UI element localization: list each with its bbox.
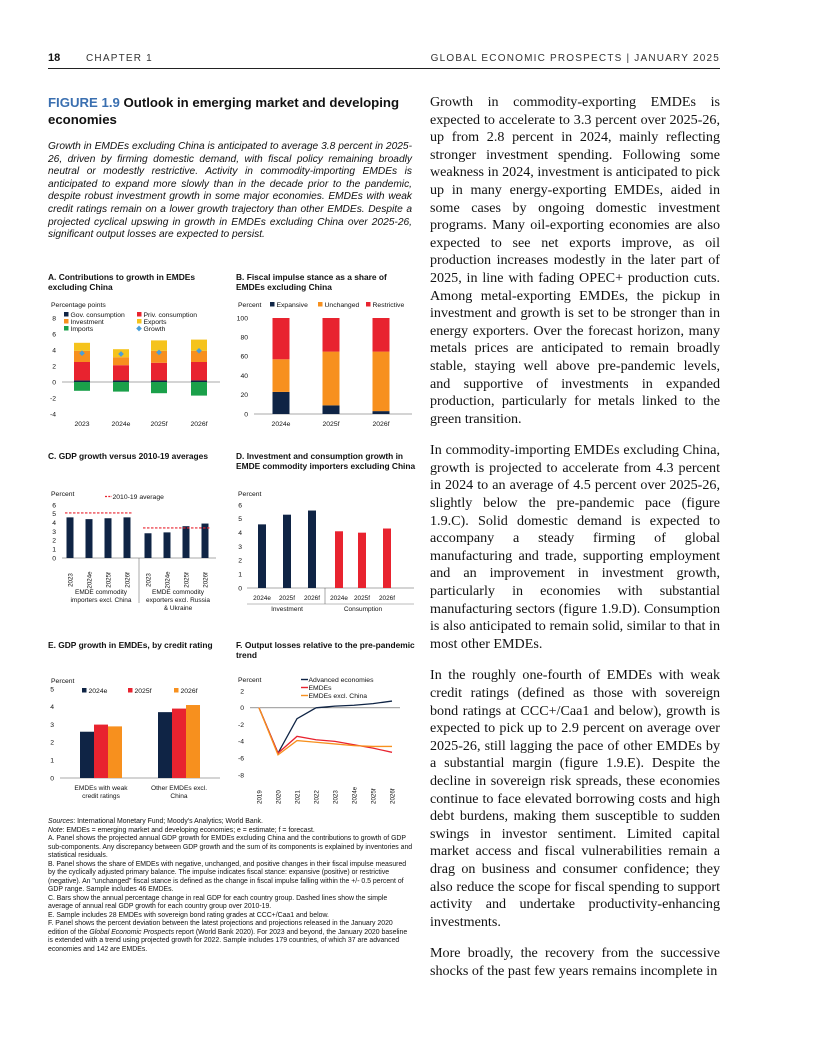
bar [335, 531, 343, 588]
y-tick-label: 5 [238, 516, 242, 524]
x-tick-label: 2019 [256, 790, 264, 804]
y-tick-label: 0 [52, 555, 56, 563]
body-paragraph: In the roughly one-fourth of EMDEs with weak credit ratings (defined as those with sovereign bond ratings at CCC+/Caa1 and below), growth is expected to pick up to 2.9 percent on average over 2025-26, still lagging the pace of other EMDEs by a substantial margin (figure 1.9.E). Despite the decline in sovereign risk spreads, these economies continue to face elevated borrowing costs and high debt burdens, making them susceptible to sudden swings in investor sentiment. Limited capital market access and fiscal vulnerabilities remain a drag on business and consumer confidence; they also reduce the scope for fiscal spending to support activity and undertake productivity-enhancing investments. [430, 667, 720, 930]
y-tick-label: -2 [49, 395, 56, 403]
bar-segment [113, 382, 129, 392]
x-tick-label: 2023 [145, 573, 153, 587]
legend-swatch [137, 319, 142, 324]
bar-segment [151, 382, 167, 393]
y-tick-label: 1 [52, 546, 56, 554]
x-tick-label: 2024e [271, 421, 291, 428]
legend-label: Advanced economies [308, 677, 374, 684]
figure-title [48, 94, 418, 128]
legend-swatch [174, 688, 179, 693]
panel-d-title: D. Investment and consumption growth in EMDE commodity importers excluding China [236, 451, 416, 472]
bar-segment [323, 405, 340, 414]
legend-label: Exports [143, 319, 167, 326]
x-tick-label: 2026f [379, 595, 395, 602]
note-line: Note: EMDEs = emerging market and developing economies; e = estimate; f = forecast. [48, 826, 315, 834]
note-b: B. Panel shows the share of EMDEs with negative, unchanged, and positive changes in their fiscal impulse measured by the cyclically adjusted primary balance. The impulse indicates fiscal stance: expansive (positive) or restrictive (negative). An "unchanged" fiscal stance is defined as the change in fiscal impulse falling within the +/- 0.5 percent of GDP range. Sample includes 46 EMDEs. [48, 860, 407, 893]
x-tick-label: 2023 [74, 421, 90, 428]
legend-swatch [64, 326, 69, 331]
y-tick-label: 5 [50, 686, 54, 694]
bar [172, 709, 186, 778]
legend-label: Growth [143, 326, 166, 333]
y-tick-label: 2 [240, 688, 244, 696]
running-header: GLOBAL ECONOMIC PROSPECTS | JANUARY 2025 [430, 53, 720, 64]
y-axis-title: Percent [238, 302, 262, 309]
bar [105, 518, 112, 558]
x-tick-label: 2026f [190, 421, 208, 428]
bar [80, 732, 94, 778]
x-tick-label: credit ratings [82, 793, 120, 800]
legend-label: EMDEs excl. China [308, 693, 368, 700]
panel-f-title: F. Output losses relative to the pre-pandemic trend [236, 640, 415, 661]
group-label: Consumption [343, 606, 383, 613]
header-rule [48, 68, 720, 69]
x-tick-label: 2024e [253, 595, 271, 602]
x-tick-label: 2025f [183, 572, 191, 588]
bar [86, 519, 93, 558]
legend-swatch [64, 312, 69, 317]
bar [308, 511, 316, 588]
group-label: exporters excl. Russia [146, 597, 210, 604]
x-tick-label: 2026f [124, 572, 132, 588]
x-tick-label: 2025f [105, 572, 113, 588]
note-c: C. Bars show the annual percentage change in real GDP for each country group. Dashed lines show the simple average of annual real GDP growth for each country group over 2010-19. [48, 894, 388, 910]
bar-segment [113, 357, 129, 365]
x-tick-label: 2023 [332, 790, 340, 804]
y-tick-label: 6 [238, 502, 242, 510]
y-tick-label: 6 [52, 331, 56, 339]
legend-label: 2025f [134, 688, 152, 695]
legend-swatch [82, 688, 87, 693]
bar-segment [323, 352, 340, 406]
bar [67, 517, 74, 558]
legend-label: Expansive [276, 302, 308, 309]
y-axis-title: Percentage points [51, 302, 106, 309]
bar-segment [151, 380, 167, 382]
y-tick-label: 2 [52, 363, 56, 371]
bar-segment [113, 380, 129, 382]
panel-e-title: E. GDP growth in EMDEs, by credit rating [48, 640, 213, 650]
y-tick-label: 6 [52, 502, 56, 510]
bar [158, 712, 172, 778]
legend-swatch [128, 688, 133, 693]
x-tick-label: 2021 [294, 790, 302, 804]
body-text [430, 94, 720, 995]
bar-segment [273, 359, 290, 392]
y-tick-label: 0 [50, 775, 54, 783]
group-label: Investment [271, 606, 303, 613]
y-tick-label: 0 [238, 585, 242, 593]
bar [283, 515, 291, 588]
x-tick-label: 2025f [279, 595, 295, 602]
chart-d [232, 488, 417, 618]
chart-b [232, 300, 417, 430]
chart-f [232, 676, 417, 806]
legend-label: Unchanged [324, 302, 360, 309]
chart-e [44, 676, 224, 806]
page-number: 18 [48, 52, 61, 64]
x-tick-label: 2026f [372, 421, 390, 428]
bar-segment [373, 352, 390, 412]
legend-diamond [136, 326, 142, 332]
x-tick-label: China [170, 793, 188, 800]
bar-segment [74, 380, 90, 382]
group-label: importers excl. China [70, 597, 132, 604]
legend-label: 2024e [88, 688, 108, 695]
legend-swatch [270, 302, 275, 307]
x-tick-label: 2026f [202, 572, 210, 588]
x-tick-label: 2024e [86, 571, 94, 589]
x-tick-label: 2025f [354, 595, 370, 602]
x-tick-label: 2026f [389, 788, 397, 804]
x-tick-label: 2024e [330, 595, 348, 602]
group-label: EMDE commodity [74, 589, 128, 596]
bar [258, 524, 266, 588]
bar-segment [273, 392, 290, 414]
legend-swatch [137, 312, 142, 317]
figure-title-text: Outlook in emerging market and developing economies [48, 95, 400, 127]
y-axis-title: Percent [51, 491, 75, 498]
y-tick-label: 4 [50, 704, 54, 712]
chapter-label: CHAPTER 1 [86, 53, 153, 64]
x-tick-label: 2024e [111, 421, 131, 428]
x-tick-label: 2022 [313, 790, 321, 804]
bar [383, 529, 391, 588]
bar [358, 533, 366, 588]
y-axis-title: Percent [238, 491, 262, 498]
y-tick-label: -4 [49, 411, 56, 419]
bar-segment [74, 362, 90, 380]
note-f: F. Panel shows the percent deviation between the latest projections and projections released in the January 2020 edition of the Global Economic Prospects report (World Bank 2020). For 2023 and beyond, the January 2020 baseline is extended with a trend using projected growth for 2022. Sample includes 179 countries, of which 37 are advanced economies and 142 are EMDEs. [48, 920, 408, 953]
x-tick-label: 2025f [370, 788, 378, 804]
bar [186, 705, 200, 778]
y-tick-label: 0 [52, 379, 56, 387]
y-tick-label: 8 [52, 315, 56, 323]
sources-note: Sources: International Monetary Fund; Moody's Analytics; World Bank. [48, 818, 263, 825]
legend-label: Restrictive [372, 302, 405, 309]
bar-segment [74, 382, 90, 391]
x-tick-label: 2024e [351, 786, 359, 804]
bar-segment [273, 318, 290, 359]
bar-segment [191, 362, 207, 380]
y-tick-label: -2 [237, 721, 244, 729]
y-tick-label: -4 [237, 738, 244, 746]
body-paragraph: Growth in commodity-exporting EMDEs is expected to accelerate to 3.3 percent over 2025-26, up from 2.8 percent in 2024, mainly reflecting stronger investment spending. Following some weakness in 2024, investment is anticipated to pick up in many energy-exporting EMDEs, aided in some cases by ongoing domestic investment programs. Many oil-exporting economies are also expected to see net exports improve, as oil production increases modestly in the later part of 2025, in line with fading OPEC+ production cuts. Among metal-exporting EMDEs, the pickup in investment and growth is set to be stronger than in energy exporters. Over the forecast horizon, many metals prices are anticipated to remain broadly stable, staying well above pre-pandemic levels, and supportive of investments in expanded production, particularly for metals linked to the green transition. [430, 94, 720, 427]
x-tick-label: 2025f [322, 421, 340, 428]
note-a: A. Panel shows the projected annual GDP growth for EMDEs excluding China and the contributions to growth of GDP sub-components. Any discrepancy between GDP growth and the sum of its components is explained by inventories and statistical residuals. [48, 835, 413, 859]
y-tick-label: 0 [244, 411, 248, 419]
legend-label: Imports [70, 326, 94, 333]
legend-label: Gov. consumption [70, 312, 125, 319]
body-paragraph: More broadly, the recovery from the successive shocks of the past few years remains incomplete in [430, 945, 720, 979]
y-tick-label: 1 [238, 571, 242, 579]
x-tick-label: 2026f [304, 595, 320, 602]
bar [145, 533, 152, 558]
note-e: E. Sample includes 28 EMDEs with sovereign bond rating grades at CCC+/Caa1 and below. [48, 911, 329, 919]
y-tick-label: 20 [240, 392, 248, 400]
y-tick-label: 2 [52, 537, 56, 545]
body-paragraph: In commodity-importing EMDEs excluding China, growth is projected to accelerate from 4.3 percent in 2024 to an average of 4.5 percent over 2025-26, slightly below the pre-pandemic pace (figure 1.9.C). Solid domestic demand is expected to accompany a steady firming of global manufacturing and trade, supporting employment and an improvement in investment growth, particularly in economies with substantial manufacturing sectors (figure 1.9.D). Consumption is also anticipated to remain solid, similar to that in most other EMDEs. [430, 442, 720, 652]
x-tick-label: 2020 [275, 790, 283, 804]
legend-label: 2010-19 average [112, 494, 164, 501]
legend-label: Investment [70, 319, 104, 326]
y-tick-label: 4 [238, 529, 242, 537]
y-tick-label: 4 [52, 347, 56, 355]
y-tick-label: 3 [50, 721, 54, 729]
y-tick-label: 0 [240, 705, 244, 713]
bar [164, 532, 171, 558]
panel-b-title: B. Fiscal impulse stance as a share of EMDEs excluding China [236, 272, 387, 293]
legend-swatch [366, 302, 371, 307]
x-tick-label: 2024e [164, 571, 172, 589]
legend-label: 2026f [180, 688, 198, 695]
y-tick-label: 2 [50, 739, 54, 747]
y-tick-label: -8 [237, 772, 244, 780]
bar [124, 517, 131, 558]
legend-label: EMDEs [308, 685, 332, 692]
figure-lead: Growth in EMDEs excluding China is anticipated to average 3.8 percent in 2025-26, driven by firming domestic demand, with fiscal policy remaining broadly neutral or modestly restrictive. Activity in commodity-importing EMDEs is anticipated to expand more slowly than in the decade prior to the pandemic, despite robust investment growth in some major economies. EMDEs with weak credit ratings remain on a lower growth trajectory than other EMDEs. Despite a projected cyclical upswing in growth in EMDEs excluding China over 2025-26, significant output losses are expected to persist. [48, 141, 412, 241]
x-tick-label: Other EMDEs excl. [150, 785, 208, 792]
series-line [259, 701, 392, 753]
chart-c [44, 488, 224, 618]
bar-segment [151, 340, 167, 350]
legend-label: Priv. consumption [143, 312, 198, 319]
y-tick-label: 1 [50, 757, 54, 765]
y-tick-label: 100 [236, 315, 248, 323]
y-tick-label: 3 [52, 528, 56, 536]
y-axis-title: Percent [238, 677, 262, 684]
y-tick-label: 5 [52, 511, 56, 519]
bar [108, 726, 122, 778]
x-tick-label: 2023 [67, 573, 75, 587]
y-axis-title: Percent [51, 678, 75, 685]
bar-segment [191, 382, 207, 396]
bar-segment [373, 318, 390, 352]
chart-a [44, 300, 224, 430]
group-label: & Ukraine [163, 605, 193, 612]
y-tick-label: 60 [240, 353, 248, 361]
bar [183, 526, 190, 558]
bar-segment [373, 411, 390, 414]
group-label: EMDE commodity [151, 589, 205, 596]
figure-notes [48, 818, 414, 954]
legend-swatch [318, 302, 323, 307]
bar-segment [151, 363, 167, 381]
y-tick-label: 80 [240, 334, 248, 342]
y-tick-label: -6 [237, 755, 244, 763]
bar [202, 524, 209, 558]
y-tick-label: 40 [240, 372, 248, 380]
bar-segment [74, 343, 90, 351]
bar-segment [191, 380, 207, 382]
bar [94, 725, 108, 778]
figure-label: FIGURE 1.9 [48, 95, 120, 110]
panel-c-title: C. GDP growth versus 2010-19 averages [48, 451, 208, 461]
panel-a-title: A. Contributions to growth in EMDEs excluding China [48, 272, 196, 293]
x-tick-label: 2025f [150, 421, 168, 428]
x-tick-label: EMDEs with weak [74, 785, 128, 792]
bar-segment [113, 365, 129, 380]
bar-segment [323, 318, 340, 352]
legend-swatch [64, 319, 69, 324]
y-tick-label: 3 [238, 543, 242, 551]
y-tick-label: 2 [238, 557, 242, 565]
y-tick-label: 4 [52, 519, 56, 527]
